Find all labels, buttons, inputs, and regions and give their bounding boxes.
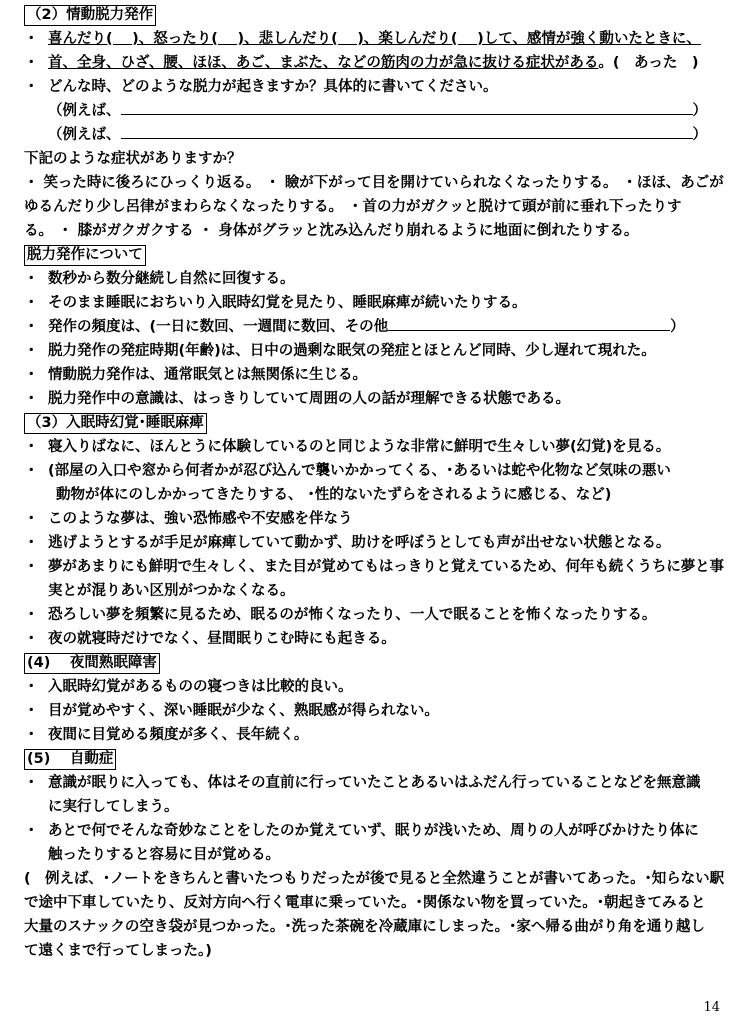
s3-item-7-text: 夜の就寝時だけでなく、昼間眠りこむ時にも起きる。 bbox=[48, 631, 396, 647]
s5-example-1: ( 例えば、･ノートをきちんと書いたつもりだったが後で見ると全然違うことが書いてあった。･知らない駅 bbox=[24, 871, 725, 887]
s3-item-2-cont bbox=[24, 483, 724, 507]
bullet: ・ bbox=[24, 391, 39, 407]
s3-item-5-cont bbox=[24, 579, 724, 603]
bullet: ・ bbox=[24, 319, 39, 335]
symptom-line-3: る。 ・ 膝がガクガクする ・ 身体がグラッと沈み込んだり崩れるように地面に倒れたりする。 bbox=[24, 223, 639, 239]
datsu-item-2-text: そのまま睡眠におちいり入眠時幻覚を見たり、睡眠麻痺が続いたりする。 bbox=[48, 295, 527, 311]
s4-item-2 bbox=[24, 699, 724, 723]
s3-item-3-text: このような夢は、強い恐怖感や不安感を伴なう bbox=[48, 511, 353, 527]
s5-item-1-cont-text: に実行してしまう。 bbox=[48, 799, 179, 815]
section-3-heading: （3）入眠時幻覚･睡眠麻痺 bbox=[24, 413, 207, 434]
symptom-line-2: ゆるんだり少し呂律がまわらなくなったりする。 ・首の力がガクッと脱けて頭が前に垂れ下ったりす bbox=[24, 199, 682, 215]
s5-item-2-cont bbox=[24, 843, 724, 867]
s5-item-1-cont bbox=[24, 795, 724, 819]
s3-item-5-text: 夢があまりにも鮮明で生々しく、また目が覚めてもはっきりと覚えているため、何年も続くうちに夢と事 bbox=[48, 559, 724, 575]
s5-item-1 bbox=[24, 771, 724, 795]
s5-item-2-cont-text: 触ったりすると容易に目が覚める。 bbox=[48, 847, 280, 863]
section-5-heading: (5) 自動症 bbox=[24, 749, 116, 770]
bullet: ・ bbox=[24, 295, 39, 311]
s3-item-2-text: (部屋の入口や窓から何者かが忍び込んで襲いかかってくる、･あるいは蛇や化物など気味の悪い bbox=[48, 463, 671, 479]
bullet: ・ bbox=[24, 727, 39, 743]
s5-item-2 bbox=[24, 819, 724, 843]
s3-item-4 bbox=[24, 531, 724, 555]
s3-item-3 bbox=[24, 507, 724, 531]
bullet: ・ bbox=[24, 823, 39, 839]
s2-item-2-tail: 。( あった ) bbox=[598, 55, 699, 71]
datsu-item-6-text: 脱力発作中の意識は、はっきりしていて周囲の人の話が理解できる状態である。 bbox=[48, 391, 570, 407]
s5-item-2-text: あとで何でそんな奇妙なことをしたのか覚えていず、眠りが浅いため、周りの人が呼びかけたり体に bbox=[48, 823, 699, 839]
s3-item-1 bbox=[24, 435, 724, 459]
s2-item-1-text: 喜んだり( )、怒ったり( )、悲しんだり( )、楽しんだり( )して、感情が強く動いたときに、 bbox=[48, 31, 701, 47]
section-3-heading-line bbox=[24, 411, 724, 435]
datsu-heading-line bbox=[24, 243, 724, 267]
bullet: ・ bbox=[24, 559, 39, 575]
symptom-question: 下記のような症状がありますか？ bbox=[24, 151, 242, 167]
bullet: ・ bbox=[24, 271, 39, 287]
s2-example-line-2 bbox=[24, 123, 724, 147]
s4-item-3-text: 夜間に目覚める頻度が多く、長年続く。 bbox=[48, 727, 309, 743]
bullet: ・ bbox=[24, 511, 39, 527]
datsu-item-2 bbox=[24, 291, 724, 315]
example-label-1: （例えば、 bbox=[48, 103, 121, 119]
bullet: ・ bbox=[24, 439, 39, 455]
datsu-item-3-close: ） bbox=[670, 319, 685, 335]
datsu-item-3-text: 発作の頻度は、(一日に数回、一週間に数回、その他 bbox=[48, 319, 389, 335]
s2-item-3 bbox=[24, 75, 724, 99]
s2-example-line-1 bbox=[24, 99, 724, 123]
datsu-item-1 bbox=[24, 267, 724, 291]
page-number: 14 bbox=[703, 1000, 720, 1015]
section-2-heading: （2）情動脱力発作 bbox=[24, 5, 156, 26]
s2-item-3-text: どんな時、どのような脱力が起きますか？具体的に書いてください。 bbox=[48, 79, 498, 95]
bullet: ・ bbox=[24, 79, 39, 95]
datsu-item-4 bbox=[24, 339, 724, 363]
datsu-item-5-text: 情動脱力発作は、通常眠気とは無関係に生じる。 bbox=[48, 367, 367, 383]
s3-item-5-cont-text: 実とが混りあい区別がつかなくなる。 bbox=[48, 583, 295, 599]
datsu-item-6 bbox=[24, 387, 724, 411]
example-fill-line-2[interactable] bbox=[121, 123, 693, 139]
s5-example-2: で途中下車していたり、反対方向へ行く電車に乗っていた。･関係ない物を買っていた。･朝起きてみると bbox=[24, 895, 706, 911]
s3-item-2 bbox=[24, 459, 724, 483]
s3-item-4-text: 逃げようとするが手足が麻痺していて動かず、助けを呼ぼうとしても声が出せない状態となる。 bbox=[48, 535, 671, 551]
s3-item-1-text: 寝入りばなに、ほんとうに体験しているのと同じような非常に鮮明で生々しい夢(幻覚)を見る。 bbox=[48, 439, 671, 455]
s2-item-1 bbox=[24, 27, 724, 51]
example-close-1: ） bbox=[692, 103, 707, 119]
section-4-heading-line bbox=[24, 651, 724, 675]
s2-item-2 bbox=[24, 51, 724, 75]
example-close-2: ） bbox=[692, 127, 707, 143]
bullet: ・ bbox=[24, 679, 39, 695]
bullet: ・ bbox=[24, 535, 39, 551]
bullet: ・ bbox=[24, 607, 39, 623]
section-5-heading-line bbox=[24, 747, 724, 771]
bullet: ・ bbox=[24, 343, 39, 359]
bullet: ・ bbox=[24, 775, 39, 791]
s4-item-2-text: 目が覚めやすく、深い睡眠が少なく、熟眠感が得られない。 bbox=[48, 703, 439, 719]
bullet: ・ bbox=[24, 703, 39, 719]
s5-item-1-text: 意識が眠りに入っても、体はその直前に行っていたことあるいはふだん行っていることなどを無意識 bbox=[48, 775, 701, 791]
frequency-other-fill[interactable] bbox=[388, 315, 670, 331]
bullet: ・ bbox=[24, 463, 39, 479]
s3-item-6-text: 恐ろしい夢を頻繁に見るため、眠るのが怖くなったり、一人で眠ることを怖くなったりする。 bbox=[48, 607, 657, 623]
bullet: ・ bbox=[24, 31, 39, 47]
s4-item-1-text: 入眠時幻覚があるものの寝つきは比較的良い。 bbox=[48, 679, 353, 695]
s5-example-4: て遠くまで行ってしまった。) bbox=[24, 943, 212, 959]
example-fill-line-1[interactable] bbox=[121, 99, 693, 115]
symptom-line-1: ・ 笑った時に後ろにひっくり返る。 ・ 瞼が下がって目を開けていられなくなったりする。 ・ほほ、あごが bbox=[24, 175, 724, 191]
bullet: ・ bbox=[24, 367, 39, 383]
section-4-heading: (4) 夜間熟眠障害 bbox=[24, 653, 160, 674]
s3-item-5 bbox=[24, 555, 724, 579]
s3-item-2-cont-text: 動物が体にのしかかってきたりする、 ･性的ないたずらをされるように感じる、など) bbox=[56, 487, 612, 503]
s3-item-7 bbox=[24, 627, 724, 651]
datsu-item-1-text: 数秒から数分継続し自然に回復する。 bbox=[48, 271, 295, 287]
datsu-item-5 bbox=[24, 363, 724, 387]
example-label-2: （例えば、 bbox=[48, 127, 121, 143]
datsu-heading: 脱力発作について bbox=[24, 245, 146, 266]
datsu-item-4-text: 脱力発作の発症時期(年齢)は、日中の過剰な眠気の発症とほとんど同時、少し遅れて現れた。 bbox=[48, 343, 656, 359]
s4-item-1 bbox=[24, 675, 724, 699]
s3-item-6 bbox=[24, 603, 724, 627]
datsu-item-3 bbox=[24, 315, 724, 339]
bullet: ・ bbox=[24, 631, 39, 647]
bullet: ・ bbox=[24, 55, 39, 71]
section-2-heading-line bbox=[24, 3, 724, 27]
s2-item-2-text: 首、全身、ひざ、腰、ほほ、あご、まぶた、などの筋肉の力が急に抜ける症状がある bbox=[48, 55, 599, 71]
document-page bbox=[24, 3, 724, 963]
s5-example-3: 大量のスナックの空き袋が見つかった。･洗った茶碗を冷蔵庫にしまった。･家へ帰る曲がり角を通り越し bbox=[24, 919, 705, 935]
s4-item-3 bbox=[24, 723, 724, 747]
